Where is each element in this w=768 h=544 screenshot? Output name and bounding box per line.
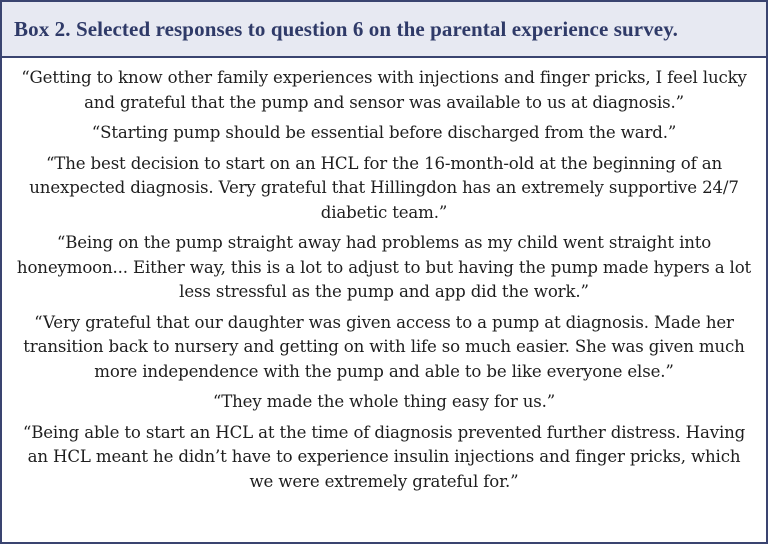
box-header	[2, 2, 766, 58]
quote-6: “They made the whole thing easy for us.”	[212, 392, 556, 411]
quote-3: “The best decision to start on an HCL for the 16-month-old at the beginning of an unexpected diagnosis. Very grateful that Hillingdon has an extremely supportive 24/7 diabetic team.”	[29, 153, 739, 222]
quote-4: “Being on the pump straight away had problems as my child went straight into honeymoon... Either way, this is a lot to adjust to but having the pump made hypers a lot less stressful as the pump and app did the work.”	[16, 233, 752, 301]
quote-2: “Starting pump should be essential before discharged from the ward.”	[91, 123, 677, 142]
quote-1: “Getting to know other family experiences with injections and finger pricks, I feel lucky and grateful that the pump and sensor was available to us at diagnosis.”	[21, 68, 747, 112]
quote-list	[2, 58, 766, 494]
box-title: Box 2. Selected responses to question 6 on the parental experience survey.	[14, 16, 679, 41]
quote-5: “Very grateful that our daughter was given access to a pump at diagnosis. Made her transition back to nursery and getting on with life so much easier. She was given much more independence with the pump and able to be like everyone else.”	[23, 312, 745, 381]
quote-7: “Being able to start an HCL at the time of diagnosis prevented further distress. Having an HCL meant he didn’t have to experience insulin injections and finger pricks, which we were extremely grateful for.”	[22, 422, 746, 491]
